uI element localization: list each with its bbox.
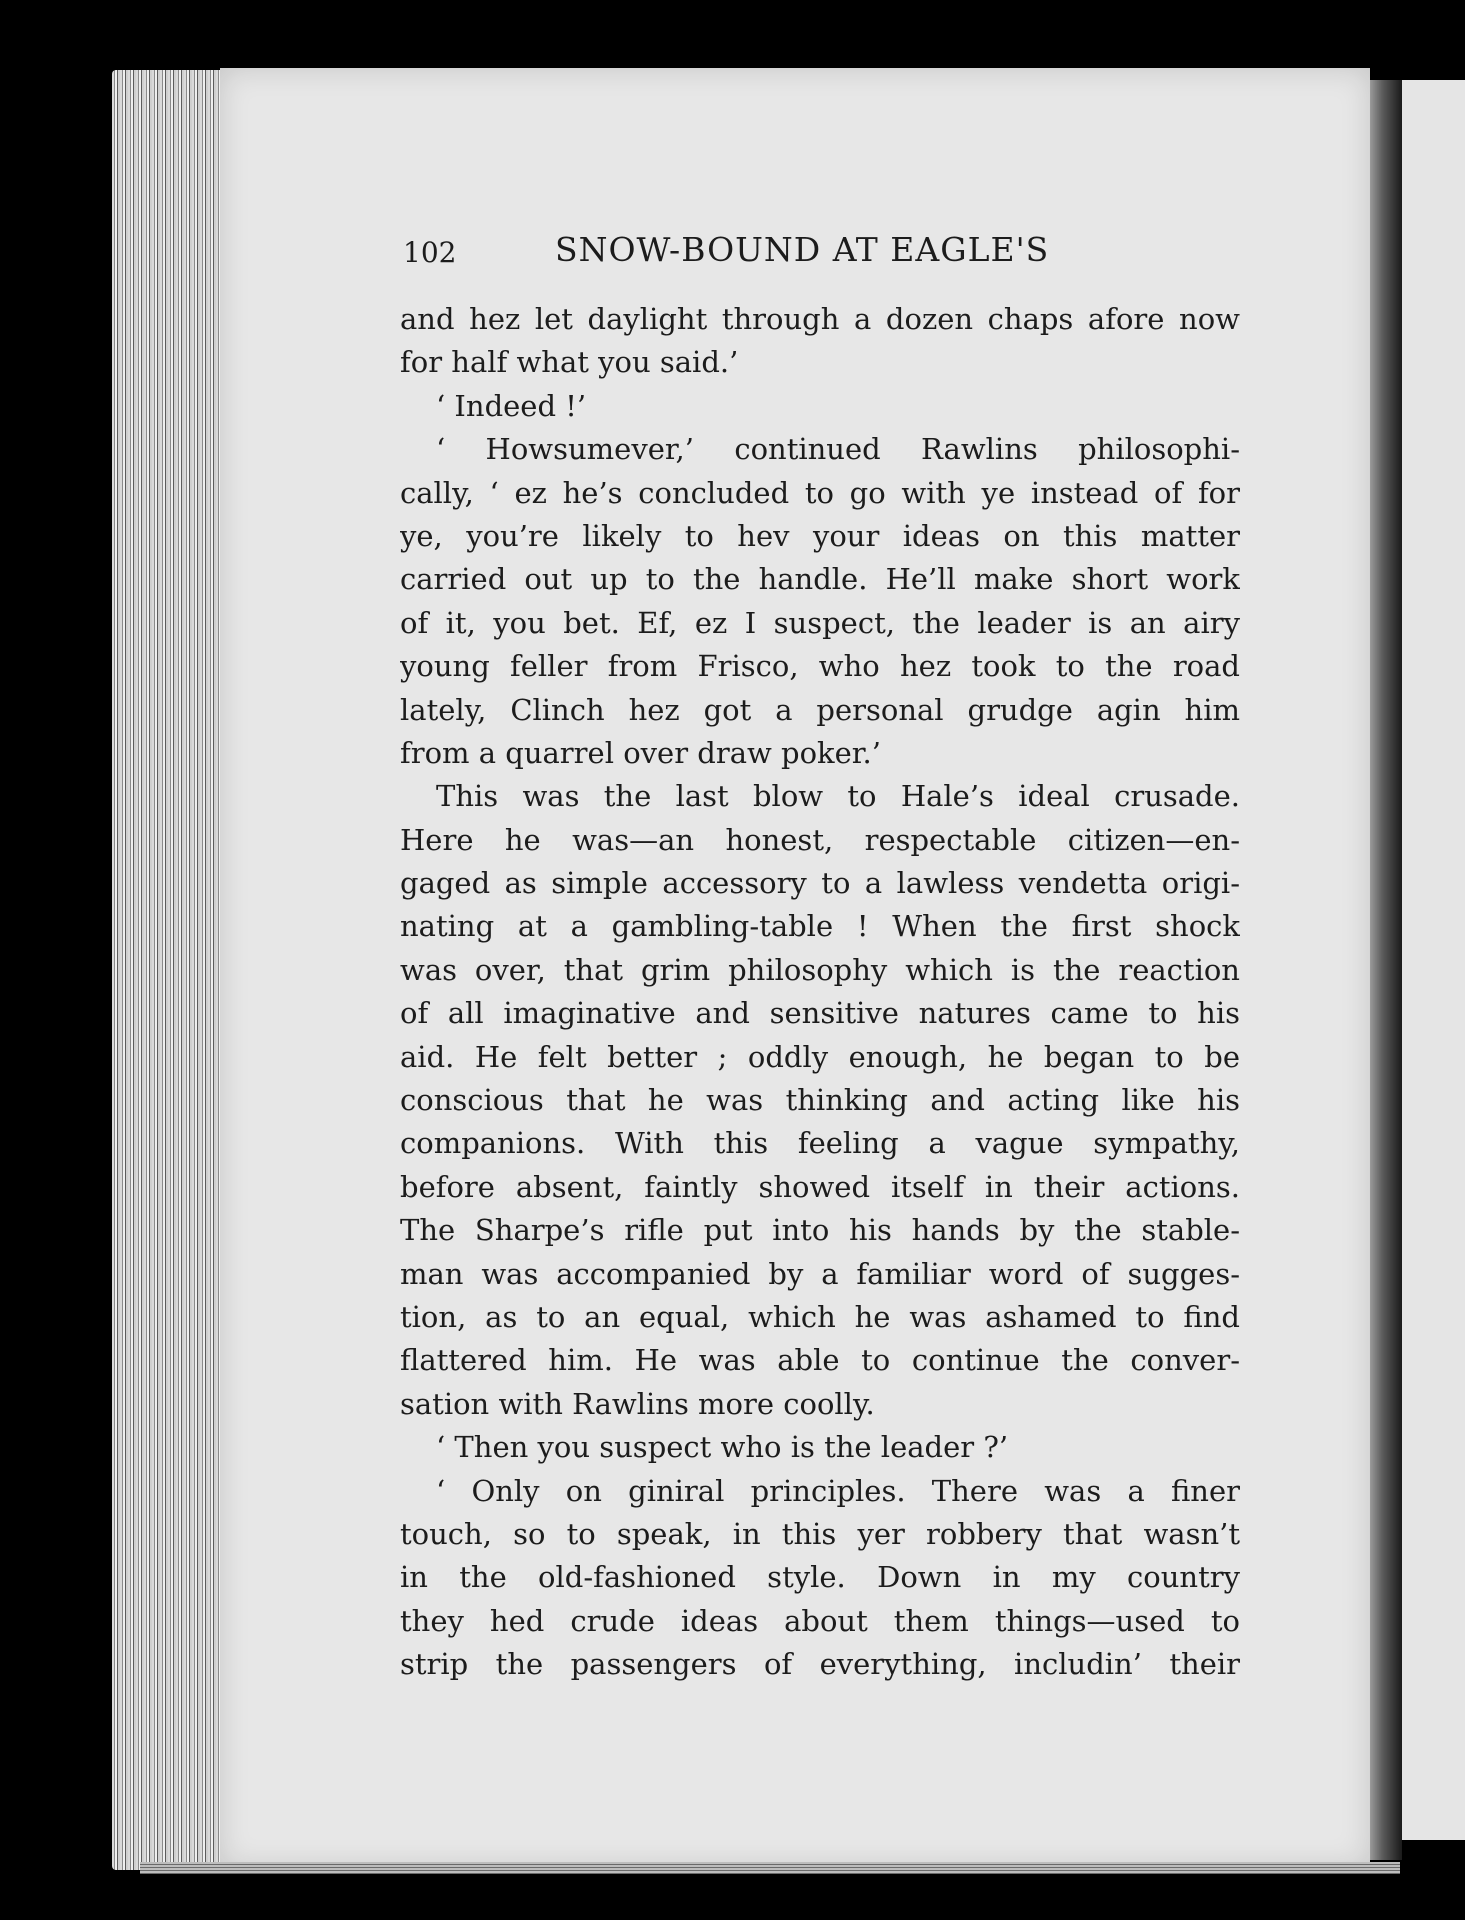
text-line: nating at a gambling-table ! When the first shock xyxy=(400,909,1240,944)
text-line: The Sharpe’s rifle put into his hands by the stable- xyxy=(400,1213,1240,1248)
text-line: tion, as to an equal, which he was ashamed to find xyxy=(400,1299,1240,1334)
text-line: was over, that grim philosophy which is the reaction xyxy=(400,952,1240,987)
text-line: and hez let daylight through a dozen chaps afore now xyxy=(400,302,1240,336)
text-line: for half what you said.’ xyxy=(400,345,739,380)
text-line: sation with Rawlins more coolly. xyxy=(400,1386,875,1421)
text-line: companions. With this feeling a vague sympathy, xyxy=(400,1126,1240,1161)
text-line: This was the last blow to Hale’s ideal crusade. xyxy=(436,779,1240,814)
text-line: aid. He felt better ; oddly enough, he began to be xyxy=(400,1039,1240,1074)
facing-page-edge xyxy=(1402,80,1465,1840)
text-line: of it, you bet. Ef, ez I suspect, the leader is an airy xyxy=(400,605,1240,640)
text-line: conscious that he was thinking and acting like his xyxy=(400,1083,1240,1118)
text-line: flattered him. He was able to continue the conver- xyxy=(400,1343,1240,1378)
text-line: young feller from Frisco, who hez took to the road xyxy=(400,649,1240,684)
text-line: Here he was—an honest, respectable citizen—en- xyxy=(400,822,1240,857)
text-line: lately, Clinch hez got a personal grudge agin him xyxy=(400,692,1240,727)
text-line: ye, you’re likely to hev your ideas on this matter xyxy=(400,518,1240,553)
text-line: ‘ Howsumever,’ continued Rawlins philosophi- xyxy=(436,432,1240,467)
text-line: before absent, faintly showed itself in their actions. xyxy=(400,1169,1240,1204)
text-line: gaged as simple accessory to a lawless vendetta origi- xyxy=(400,866,1240,901)
book-gutter xyxy=(1370,80,1402,1860)
text-line: man was accompanied by a familiar word of sugges- xyxy=(400,1256,1240,1291)
bottom-page-edges xyxy=(140,1862,1400,1874)
running-head xyxy=(403,230,1103,274)
text-line: ‘ Then you suspect who is the leader ?’ xyxy=(436,1430,1009,1465)
text-line: carried out up to the handle. He’ll make short work xyxy=(400,562,1240,597)
text-line: strip the passengers of everything, includin’ their xyxy=(400,1647,1240,1682)
text-line: of all imaginative and sensitive natures came to his xyxy=(400,996,1240,1031)
body-text xyxy=(400,298,1240,1687)
text-line: ‘ Indeed !’ xyxy=(436,388,587,423)
book-title: SNOW-BOUND AT EAGLE'S xyxy=(555,230,1050,269)
text-line: from a quarrel over draw poker.’ xyxy=(400,735,881,770)
page-edges xyxy=(112,70,232,1870)
text-line: cally, ‘ ez he’s concluded to go with ye instead of for xyxy=(400,475,1240,510)
text-line: ‘ Only on giniral principles. There was a finer xyxy=(436,1473,1240,1508)
text-line: they hed crude ideas about them things—used to xyxy=(400,1603,1240,1638)
text-line: touch, so to speak, in this yer robbery that wasn’t xyxy=(400,1516,1240,1551)
text-line: in the old-fashioned style. Down in my country xyxy=(400,1560,1240,1595)
page-number: 102 xyxy=(403,236,457,269)
